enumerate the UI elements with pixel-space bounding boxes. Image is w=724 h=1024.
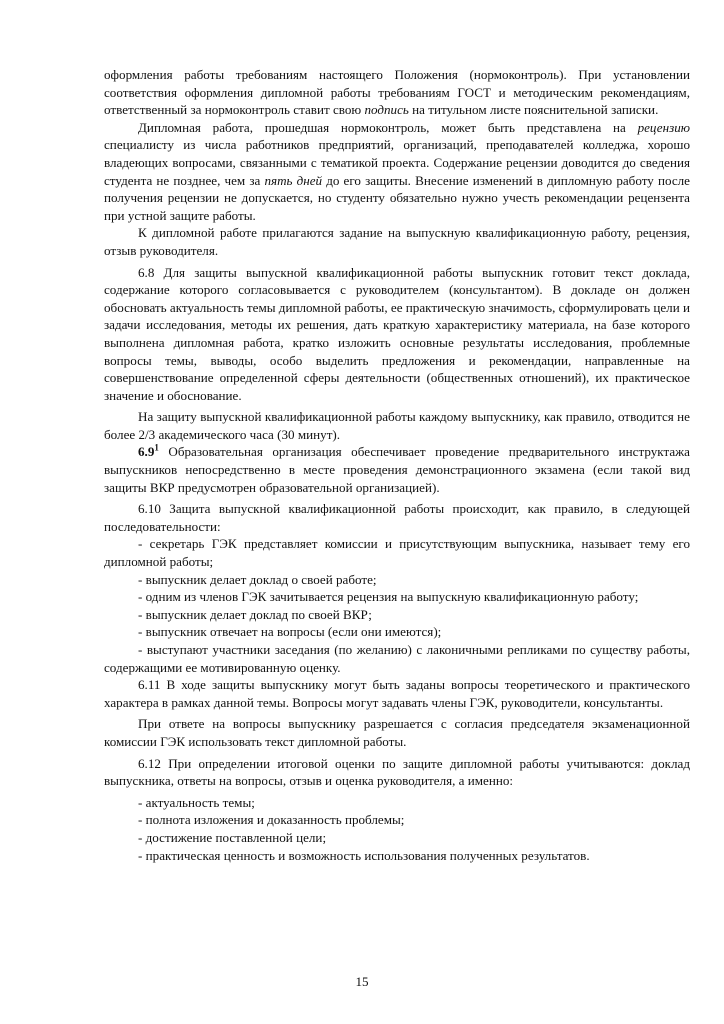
list-item: - выпускник делает доклад по своей ВКР; [138, 606, 372, 622]
list-item: - выступают участники заседания (по желанию) с лаконичными репликами по существу работы, содержащими ее мотивированную оценку. [104, 642, 690, 675]
list-item: - практическая ценность и возможность использования полученных результатов. [138, 847, 590, 863]
document-page [104, 66, 690, 864]
list-item: - одним из членов ГЭК зачитывается рецензия на выпускную квалификационную работу; [138, 589, 639, 605]
paragraph-defense-time: На защиту выпускной квалификационной работы каждому выпускнику, как правило, отводится не более 2/3 академического часа (30 минут). [104, 409, 690, 442]
emphasis-review: рецензию [637, 119, 690, 135]
paragraph-normcontrol: оформления работы требованиям настоящего Положения (нормоконтроль). При установлении соответствия оформления дипломной работы требованиям ГОСТ и методическим рекомендациям, ответственный за нормоконтроль ставит свою подпись на титульном листе пояснительной записки. [104, 67, 690, 118]
list-item: - секретарь ГЭК представляет комиссии и присутствующим выпускника, называет тему его дипломной работы; [104, 536, 690, 570]
paragraph-6-8: 6.8 Для защиты выпускной квалификационной работы выпускник готовит текст доклада, содержание которого согласовывается с руководителем (консультантом). В докладе он должен обосновать актуальность темы дипломной работы, ее практическую значимость, сформулировать цели и задачи исследования, методы их решения, дать краткую характеристику материала, на базе которого выполнена дипломная работа, кратко изложить основные результаты исследования, проблемные вопросы темы, выводы, особо выделить предложения и рекомендации, направленные на совершенствование определенной сферы деятельности (общественных отношений), их практическое значение и обоснование. [104, 264, 690, 403]
paragraph-6-12: 6.12 При определении итоговой оценки по защите дипломной работы учитываются: доклад выпускника, ответы на вопросы, отзыв и оценка руководителя, а именно: [104, 755, 690, 789]
paragraph-answers: При ответе на вопросы выпускнику разрешается с согласия председателя экзаменационной комиссии ГЭК использовать текст дипломной работы. [104, 716, 690, 749]
paragraph-6-10: 6.10 Защита выпускной квалификационной работы происходит, как правило, в следующей последовательности: [104, 501, 690, 534]
list-item: - достижение поставленной цели; [138, 829, 327, 845]
list-item: - выпускник отвечает на вопросы (если они имеются); [138, 624, 442, 640]
page-number: 15 [355, 974, 369, 989]
paragraph-6-11: 6.11 В ходе защиты выпускнику могут быть заданы вопросы теоретического и практического характера в рамках данной темы. Вопросы могут задавать члены ГЭК, руководители, консультанты. [104, 677, 690, 710]
section-number: 6.9 [138, 444, 155, 460]
list-item: - актуальность темы; [138, 794, 255, 810]
list-item: - выпускник делает доклад о своей работе; [138, 571, 377, 587]
list-item: - полнота изложения и доказанность проблемы; [138, 812, 405, 828]
paragraph-6-9: $6.9^1$ Образовательная организация обеспечивает проведение предварительного инструктажа выпускников непосредственно в месте проведения демонстрационного экзамена (если такой вид защиты ВКР предусмотрен образовательной организацией). [104, 443, 690, 495]
emphasis-five-days: пять дней [264, 172, 323, 188]
footnote-marker: 1 [154, 443, 159, 454]
paragraph-review: Дипломная работа, прошедшая нормоконтроль, может быть представлена на рецензию специалисту из числа работников предприятий, организаций, преподавателей колледжа, хорошо владеющих вопросами, связанными с тематикой проекта. Содержание рецензии доводится до сведения студента не позднее, чем за пять дней до его защиты. Внесение изменений в дипломную работу после получения рецензии не допускается, но студенту обязательно нужно учесть рекомендации рецензента при устной защите работы. [104, 119, 690, 223]
emphasis-signature: подпись [364, 102, 409, 118]
paragraph-attachments: К дипломной работе прилагаются задание на выпускную квалификационную работу, рецензия, отзыв руководителя. [104, 225, 690, 258]
